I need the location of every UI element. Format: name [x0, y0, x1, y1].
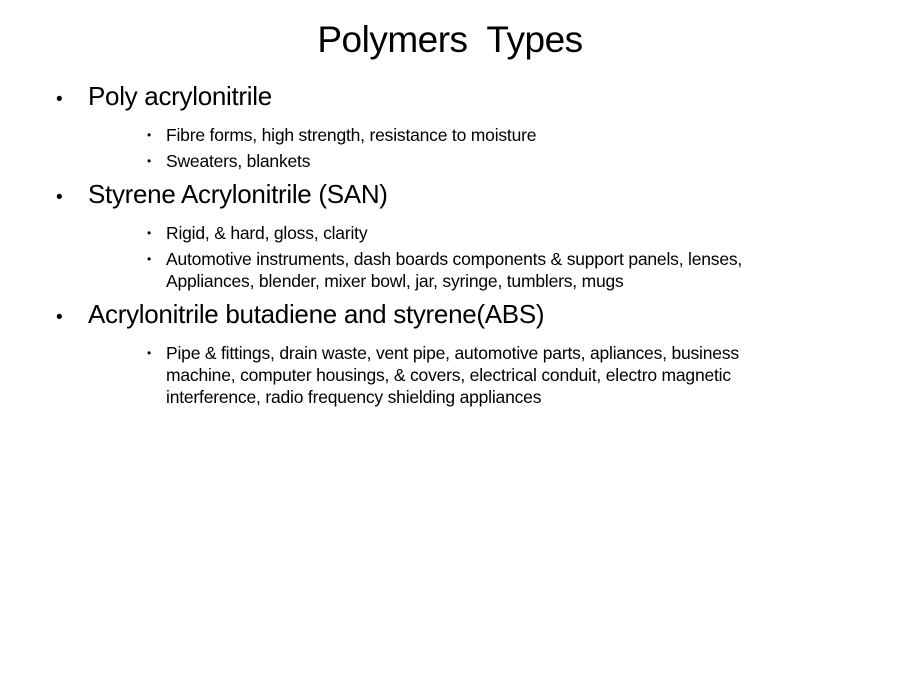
bullet-icon: •	[147, 346, 152, 360]
bullet-item-styrene-acrylonitrile	[0, 176, 900, 216]
bullet-item-poly-acrylonitrile	[0, 78, 900, 118]
sub-bullet-text	[166, 342, 739, 408]
sub-bullet-line: Rigid, & hard, gloss, clarity	[166, 223, 368, 243]
slide-title: Polymers Types	[317, 19, 583, 60]
bullet-icon: •	[147, 226, 152, 240]
sub-bullet-item	[0, 222, 900, 244]
sub-bullet-group	[0, 124, 900, 172]
bullet-label: Acrylonitrile butadiene and styrene(ABS)	[88, 299, 545, 329]
bullet-label: Poly acrylonitrile	[88, 81, 272, 111]
bullet-icon: •	[147, 154, 152, 168]
sub-bullet-line: Pipe & fittings, drain waste, vent pipe, automotive parts, apliances, business	[166, 343, 739, 363]
bullet-icon: •	[56, 307, 63, 328]
sub-bullet-text	[166, 150, 310, 172]
sub-bullet-text	[166, 222, 367, 244]
bullet-icon: •	[147, 252, 152, 266]
sub-bullet-group	[0, 222, 900, 292]
sub-bullet-text	[166, 124, 536, 146]
sub-bullet-line: Fibre forms, high strength, resistance to moisture	[166, 125, 537, 145]
sub-bullet-item	[0, 248, 900, 292]
sub-bullet-group	[0, 342, 900, 408]
sub-bullet-item	[0, 150, 900, 172]
slide-body	[0, 78, 900, 412]
sub-bullet-item	[0, 342, 900, 408]
bullet-label: Styrene Acrylonitrile (SAN)	[88, 179, 388, 209]
sub-bullet-line: Automotive instruments, dash boards components & support panels, lenses,	[166, 249, 743, 269]
bullet-item-abs	[0, 296, 900, 336]
bullet-icon: •	[56, 89, 63, 110]
sub-bullet-text	[166, 248, 742, 292]
bullet-icon: •	[147, 128, 152, 142]
sub-bullet-line: interference, radio frequency shielding appliances	[166, 387, 542, 407]
bullet-icon: •	[56, 187, 63, 208]
sub-bullet-line: Appliances, blender, mixer bowl, jar, syringe, tumblers, mugs	[166, 271, 624, 291]
sub-bullet-item	[0, 124, 900, 146]
sub-bullet-line: Sweaters, blankets	[166, 151, 311, 171]
sub-bullet-line: machine, computer housings, & covers, electrical conduit, electro magnetic	[166, 365, 731, 385]
